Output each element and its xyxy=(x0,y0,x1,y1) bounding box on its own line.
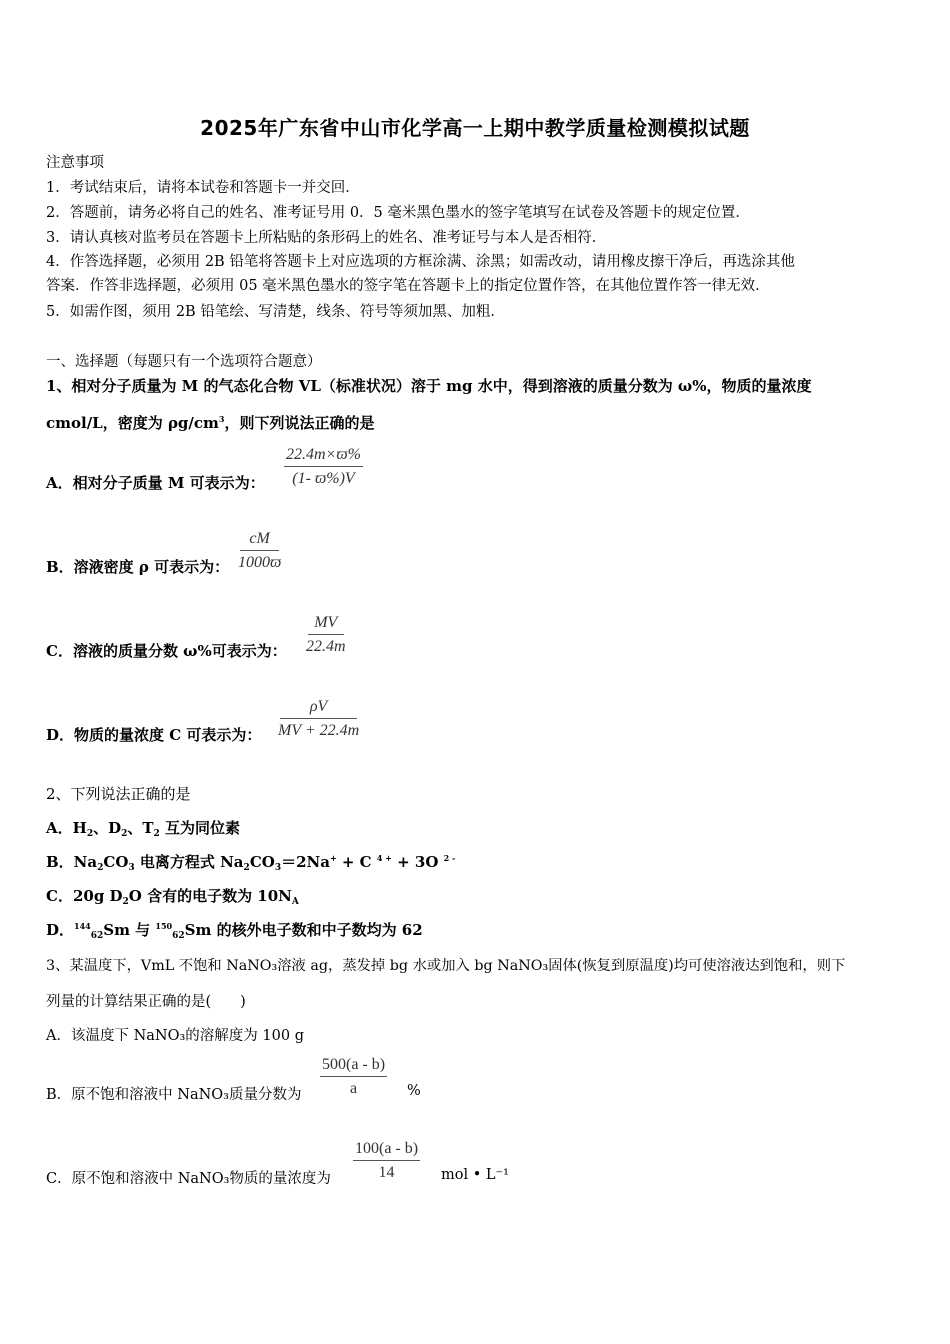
text: 、T xyxy=(127,819,154,837)
notice-item: 1．考试结束后，请将本试卷和答题卡一并交回． xyxy=(46,180,360,196)
q1-stem-text-end: ，则下列说法正确的是 xyxy=(224,414,375,432)
subscript: 2 xyxy=(122,897,129,907)
text: CO xyxy=(103,853,129,871)
superscript: + xyxy=(329,853,337,863)
fraction-denominator: 22.4m xyxy=(306,638,346,655)
text: 、D xyxy=(93,819,122,837)
fraction-numerator: ρV xyxy=(309,698,328,715)
subscript: 2 xyxy=(86,829,94,839)
q1-option-d-fraction xyxy=(278,698,359,740)
superscript: 4 + xyxy=(376,853,392,863)
fraction-numerator: cM xyxy=(249,530,270,547)
subscript: 2 xyxy=(243,863,250,873)
notice-item: 4．作答选择题，必须用 2B 铅笔将答题卡上对应选项的方框涂满、涂黑；如需改动，请用橡皮擦干净后，再选涂其他 xyxy=(46,254,795,270)
q2-option-b xyxy=(46,851,455,873)
q1-option-d: D．物质的量浓度 C 可表示为： xyxy=(46,726,262,744)
text: ＝2Na xyxy=(281,853,330,871)
text: 电离方程式 Na xyxy=(134,853,244,871)
subscript: 62 xyxy=(172,931,185,941)
q1-stem: 1、相对分子质量为 M 的气态化合物 VL（标准状况）溶于 mg 水中，得到溶液的质量分数为 ω%，物质的量浓度 xyxy=(46,377,812,395)
q1-option-b-fraction xyxy=(238,530,281,572)
q3-option-b-suffix: % xyxy=(407,1083,421,1099)
fraction-denominator: 1000ϖ xyxy=(238,554,282,571)
subscript: 3 xyxy=(128,863,135,873)
superscript: 144 xyxy=(74,921,91,931)
q1-stem-cont xyxy=(46,412,375,433)
text: Sm 的核外电子数和中子数均为 62 xyxy=(184,921,423,939)
q2-stem: 2、下列说法正确的是 xyxy=(46,785,191,803)
q1-stem-sup: 3 xyxy=(218,414,225,424)
text: + 3O xyxy=(391,853,444,871)
q2-option-a xyxy=(46,817,240,839)
notice-item: 5．如需作图，须用 2B 铅笔绘、写清楚，线条、符号等须加黑、加粗． xyxy=(46,304,505,320)
section-heading: 一、选择题（每题只有一个选项符合题意） xyxy=(46,354,322,370)
q1-option-b: B．溶液密度 ρ 可表示为： xyxy=(46,558,230,576)
fraction-denominator: MV + 22.4m xyxy=(278,722,360,739)
subscript: 2 xyxy=(121,829,128,839)
superscript: 150 xyxy=(155,921,173,931)
fraction-denominator: (1- ϖ%)V xyxy=(292,470,355,487)
text: + C xyxy=(336,853,377,871)
q1-option-c: C．溶液的质量分数 ω%可表示为： xyxy=(46,642,287,660)
subscript: 62 xyxy=(90,931,104,941)
fraction-denominator: a xyxy=(349,1080,358,1097)
text: Sm 与 xyxy=(103,921,156,939)
subscript: A xyxy=(291,897,299,907)
q2-option-c xyxy=(46,885,299,907)
q3-option-c-fraction xyxy=(351,1140,422,1182)
text: A．H xyxy=(46,819,87,837)
page-title: 2025年广东省中山市化学高一上期中教学质量检测模拟试题 xyxy=(200,116,750,140)
subscript: 3 xyxy=(274,863,282,873)
text: CO xyxy=(249,853,275,871)
q1-option-a: A．相对分子质量 M 可表示为： xyxy=(46,474,265,492)
text: O 含有的电子数为 10N xyxy=(128,887,292,905)
notice-item: 答案．作答非选择题，必须用 05 毫米黑色墨水的签字笔在答题卡上的指定位置作答，在其他位置作答一律无效． xyxy=(46,278,770,294)
q1-option-c-fraction xyxy=(306,614,346,656)
fraction-numerator: 100(a - b) xyxy=(355,1140,419,1157)
fraction-numerator: MV xyxy=(314,614,338,631)
text: B．Na xyxy=(46,853,98,871)
q1-stem-text: cmol/L，密度为 ρg/cm xyxy=(46,414,219,432)
text: 互为同位素 xyxy=(159,819,241,837)
q3-option-b-fraction xyxy=(318,1056,389,1098)
q3-option-a: A．该温度下 NaNO₃的溶解度为 100 g xyxy=(46,1028,304,1044)
fraction-denominator: 14 xyxy=(378,1164,395,1181)
notice-heading: 注意事项 xyxy=(46,155,104,171)
q3-stem-cont: 列量的计算结果正确的是( ) xyxy=(46,994,246,1010)
notice-item: 2．答题前，请务必将自己的姓名、准考证号用 0．5 毫米黑色墨水的签字笔填写在试卷及答题卡的规定位置． xyxy=(46,205,750,221)
q3-option-b: B．原不饱和溶液中 NaNO₃质量分数为 xyxy=(46,1087,302,1103)
subscript: 2 xyxy=(153,829,160,839)
fraction-numerator: 500(a - b) xyxy=(322,1056,386,1073)
superscript: 2 - xyxy=(443,853,456,863)
q3-option-c: C．原不饱和溶液中 NaNO₃物质的量浓度为 xyxy=(46,1171,331,1187)
q1-option-a-fraction xyxy=(282,446,365,488)
fraction-numerator: 22.4m×ϖ% xyxy=(286,446,361,463)
text: C．20g D xyxy=(46,887,123,905)
q2-option-d xyxy=(46,919,423,941)
subscript: 2 xyxy=(97,863,104,873)
q3-stem: 3、某温度下，VmL 不饱和 NaNO₃溶液 ag，蒸发掉 bg 水或加入 bg NaNO₃固体(恢复到原温度)均可使溶液达到饱和，则下 xyxy=(46,958,846,974)
q3-option-c-suffix: mol • L⁻¹ xyxy=(441,1167,509,1183)
text: D． xyxy=(46,921,75,939)
notice-item: 3．请认真核对监考员在答题卡上所粘贴的条形码上的姓名、准考证号与本人是否相符． xyxy=(46,230,607,246)
